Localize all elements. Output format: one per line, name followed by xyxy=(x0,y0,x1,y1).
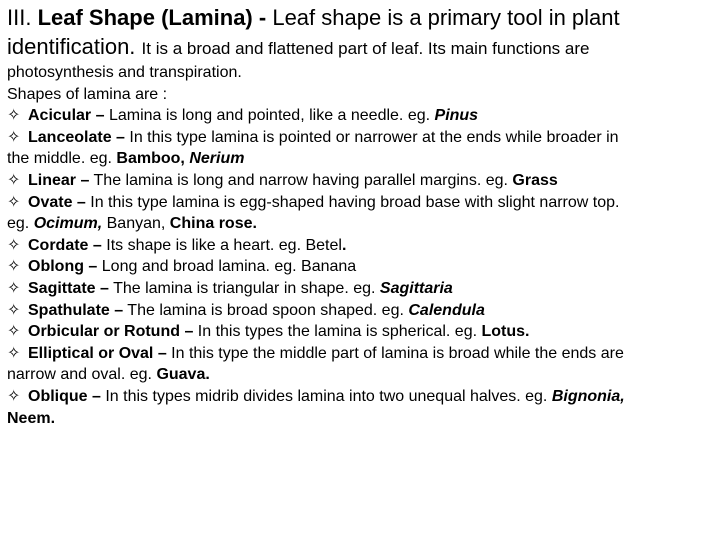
example: Calendula xyxy=(408,301,485,319)
description: The lamina is triangular in shape. eg. xyxy=(113,279,376,297)
list-item-sagittate xyxy=(7,278,712,300)
list-item-ovate-cont xyxy=(7,213,712,235)
description: Long and broad lamina. eg. Banana xyxy=(101,258,357,276)
example: Nerium xyxy=(189,150,245,168)
example: Banyan, xyxy=(106,215,166,233)
term: Lanceolate – xyxy=(28,128,125,146)
example: Sagittaria xyxy=(379,279,453,297)
description: In this type the middle part of lamina is broad while the ends are xyxy=(171,344,624,362)
heading-line-1 xyxy=(7,3,717,32)
example: Ocimum, xyxy=(33,215,103,233)
list-item-acicular xyxy=(7,105,712,127)
description: The lamina is long and narrow having parallel margins. eg. xyxy=(93,171,508,189)
diamond-bullet-icon: ✧ xyxy=(7,171,21,189)
heading-lamina: (Lamina) - xyxy=(161,5,267,30)
example: Lotus. xyxy=(481,323,530,341)
period: . xyxy=(341,236,347,254)
heading-intro-2: identification. xyxy=(7,34,136,59)
functions-line: photosynthesis and transpiration. xyxy=(7,64,242,81)
term: Elliptical or Oval – xyxy=(28,344,167,362)
list-item-ovate xyxy=(7,192,712,214)
shapes-intro: Shapes of lamina are : xyxy=(7,85,168,103)
description: The lamina is broad spoon shaped. eg. xyxy=(127,301,404,319)
list-item-lanceolate-cont xyxy=(7,148,712,170)
term: Orbicular or Rotund – xyxy=(28,323,194,341)
diamond-bullet-icon: ✧ xyxy=(7,301,21,319)
term: Linear – xyxy=(28,171,90,189)
list-item-oblong xyxy=(7,256,712,278)
diamond-bullet-icon: ✧ xyxy=(7,193,21,211)
lamina-definition: It is a broad and flattened part of leaf. Its main functions are xyxy=(141,39,590,58)
description: In this type lamina is egg-shaped having broad base with slight narrow top. xyxy=(90,193,620,211)
diamond-bullet-icon: ✧ xyxy=(7,344,21,362)
example: Guava. xyxy=(156,366,210,384)
description: Its shape is like a heart. eg. Betel xyxy=(106,236,342,254)
term: Cordate – xyxy=(28,236,102,254)
example: Grass xyxy=(512,171,558,189)
diamond-bullet-icon: ✧ xyxy=(7,323,21,341)
diamond-bullet-icon: ✧ xyxy=(7,128,21,146)
description: narrow and oval. eg. xyxy=(7,366,152,384)
diamond-bullet-icon: ✧ xyxy=(7,236,21,254)
example: Bamboo, xyxy=(116,150,185,168)
list-item-elliptical-cont xyxy=(7,364,712,386)
example: Neem. xyxy=(7,409,56,427)
list-item-linear xyxy=(7,170,712,192)
example: Pinus xyxy=(434,107,479,125)
description: In this types the lamina is spherical. eg. xyxy=(197,323,478,341)
description: In this types midrib divides lamina into two unequal halves. eg. xyxy=(105,387,548,405)
diamond-bullet-icon: ✧ xyxy=(7,279,21,297)
eg-label: eg. xyxy=(7,215,30,233)
term: Oblong – xyxy=(28,258,98,276)
diamond-bullet-icon: ✧ xyxy=(7,387,21,405)
term: Oblique – xyxy=(28,387,101,405)
description: the middle. eg. xyxy=(7,150,112,168)
list-item-oblique-cont xyxy=(7,408,712,430)
term: Acicular – xyxy=(28,107,105,125)
heading-title: Leaf Shape xyxy=(37,5,155,30)
description: In this type lamina is pointed or narrower at the ends while broader in xyxy=(129,128,619,146)
term: Sagittate – xyxy=(28,279,109,297)
term: Spathulate – xyxy=(28,301,124,319)
heading-line-2 xyxy=(7,32,717,63)
heading-block xyxy=(7,3,717,63)
section-numeral: III. xyxy=(7,5,32,30)
diamond-bullet-icon: ✧ xyxy=(7,107,21,125)
list-item-cordate xyxy=(7,235,712,257)
list-item-elliptical xyxy=(7,343,712,365)
list-item-oblique xyxy=(7,386,712,408)
description: Lamina is long and pointed, like a needle. eg. xyxy=(108,107,431,125)
heading-intro: Leaf shape is a primary tool in plant xyxy=(272,5,620,30)
body-text xyxy=(7,62,712,429)
list-item-spathulate xyxy=(7,300,712,322)
term: Ovate – xyxy=(28,193,86,211)
example: Bignonia, xyxy=(551,387,625,405)
list-item-lanceolate xyxy=(7,127,712,149)
example: China rose. xyxy=(169,215,257,233)
diamond-bullet-icon: ✧ xyxy=(7,258,21,276)
list-item-orbicular xyxy=(7,321,712,343)
